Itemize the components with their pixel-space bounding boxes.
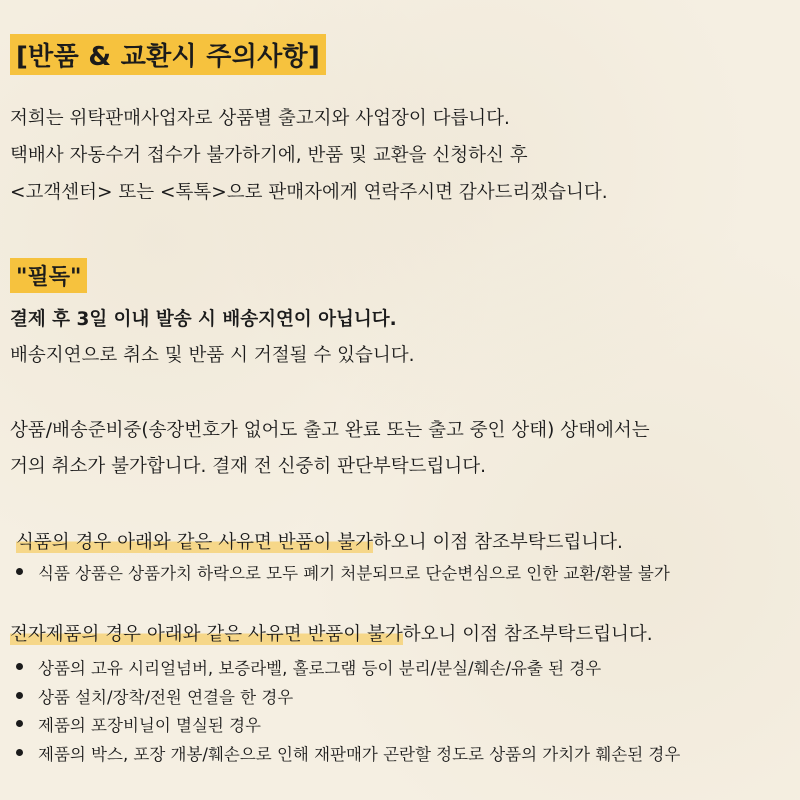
intro-line-3: <고객센터> 또는 <톡톡>으로 판매자에게 연락주시면 감사드리겠습니다. [10,182,608,203]
electronics-highlight: 전자제품의 경우 아래와 같은 사유면 반품이 불가 [10,624,403,645]
electronics-list [14,655,680,769]
electronics-heading-rest: 하오니 이점 참조부탁드립니다. [402,624,653,645]
list-item: 식품 상품은 상품가치 하락으로 모두 폐기 처분되므로 단순변심으로 인한 교환/환불 불가 [14,560,670,589]
list-item: 상품 설치/장착/전원 연결을 한 경우 [14,684,680,713]
preparing-line-2: 거의 취소가 불가합니다. 결재 전 신중히 판단부탁드립니다. [10,456,486,477]
list-item: 상품의 고유 시리얼넘버, 보증라벨, 홀로그램 등이 분리/분실/훼손/유출 된 경우 [14,655,680,684]
intro-line-2: 택배사 자동수거 접수가 불가하기에, 반품 및 교환을 신청하신 후 [10,145,528,166]
must-read-tag: "필독" [10,258,87,293]
page-title: [반품 & 교환시 주의사항] [10,34,326,75]
list-item: 제품의 포장비닐이 멸실된 경우 [14,712,680,741]
must-read-bold-line: 결제 후 3일 이내 발송 시 배송지연이 아닙니다. [10,309,397,330]
intro-line-1: 저희는 위탁판매사업자로 상품별 출고지와 사업장이 다릅니다. [10,108,510,129]
food-heading [16,528,623,554]
food-heading-rest: 하오니 이점 참조부탁드립니다. [372,532,623,553]
food-list [14,560,670,589]
food-highlight: 식품의 경우 아래와 같은 사유면 반품이 불가 [16,532,373,553]
must-read-line: 배송지연으로 취소 및 반품 시 거절될 수 있습니다. [10,345,415,366]
preparing-line-1: 상품/배송준비중(송장번호가 없어도 출고 완료 또는 출고 중인 상태) 상태에서는 [10,420,650,441]
electronics-heading [10,620,653,646]
list-item: 제품의 박스, 포장 개봉/훼손으로 인해 재판매가 곤란할 정도로 상품의 가치가 훼손된 경우 [14,741,680,770]
